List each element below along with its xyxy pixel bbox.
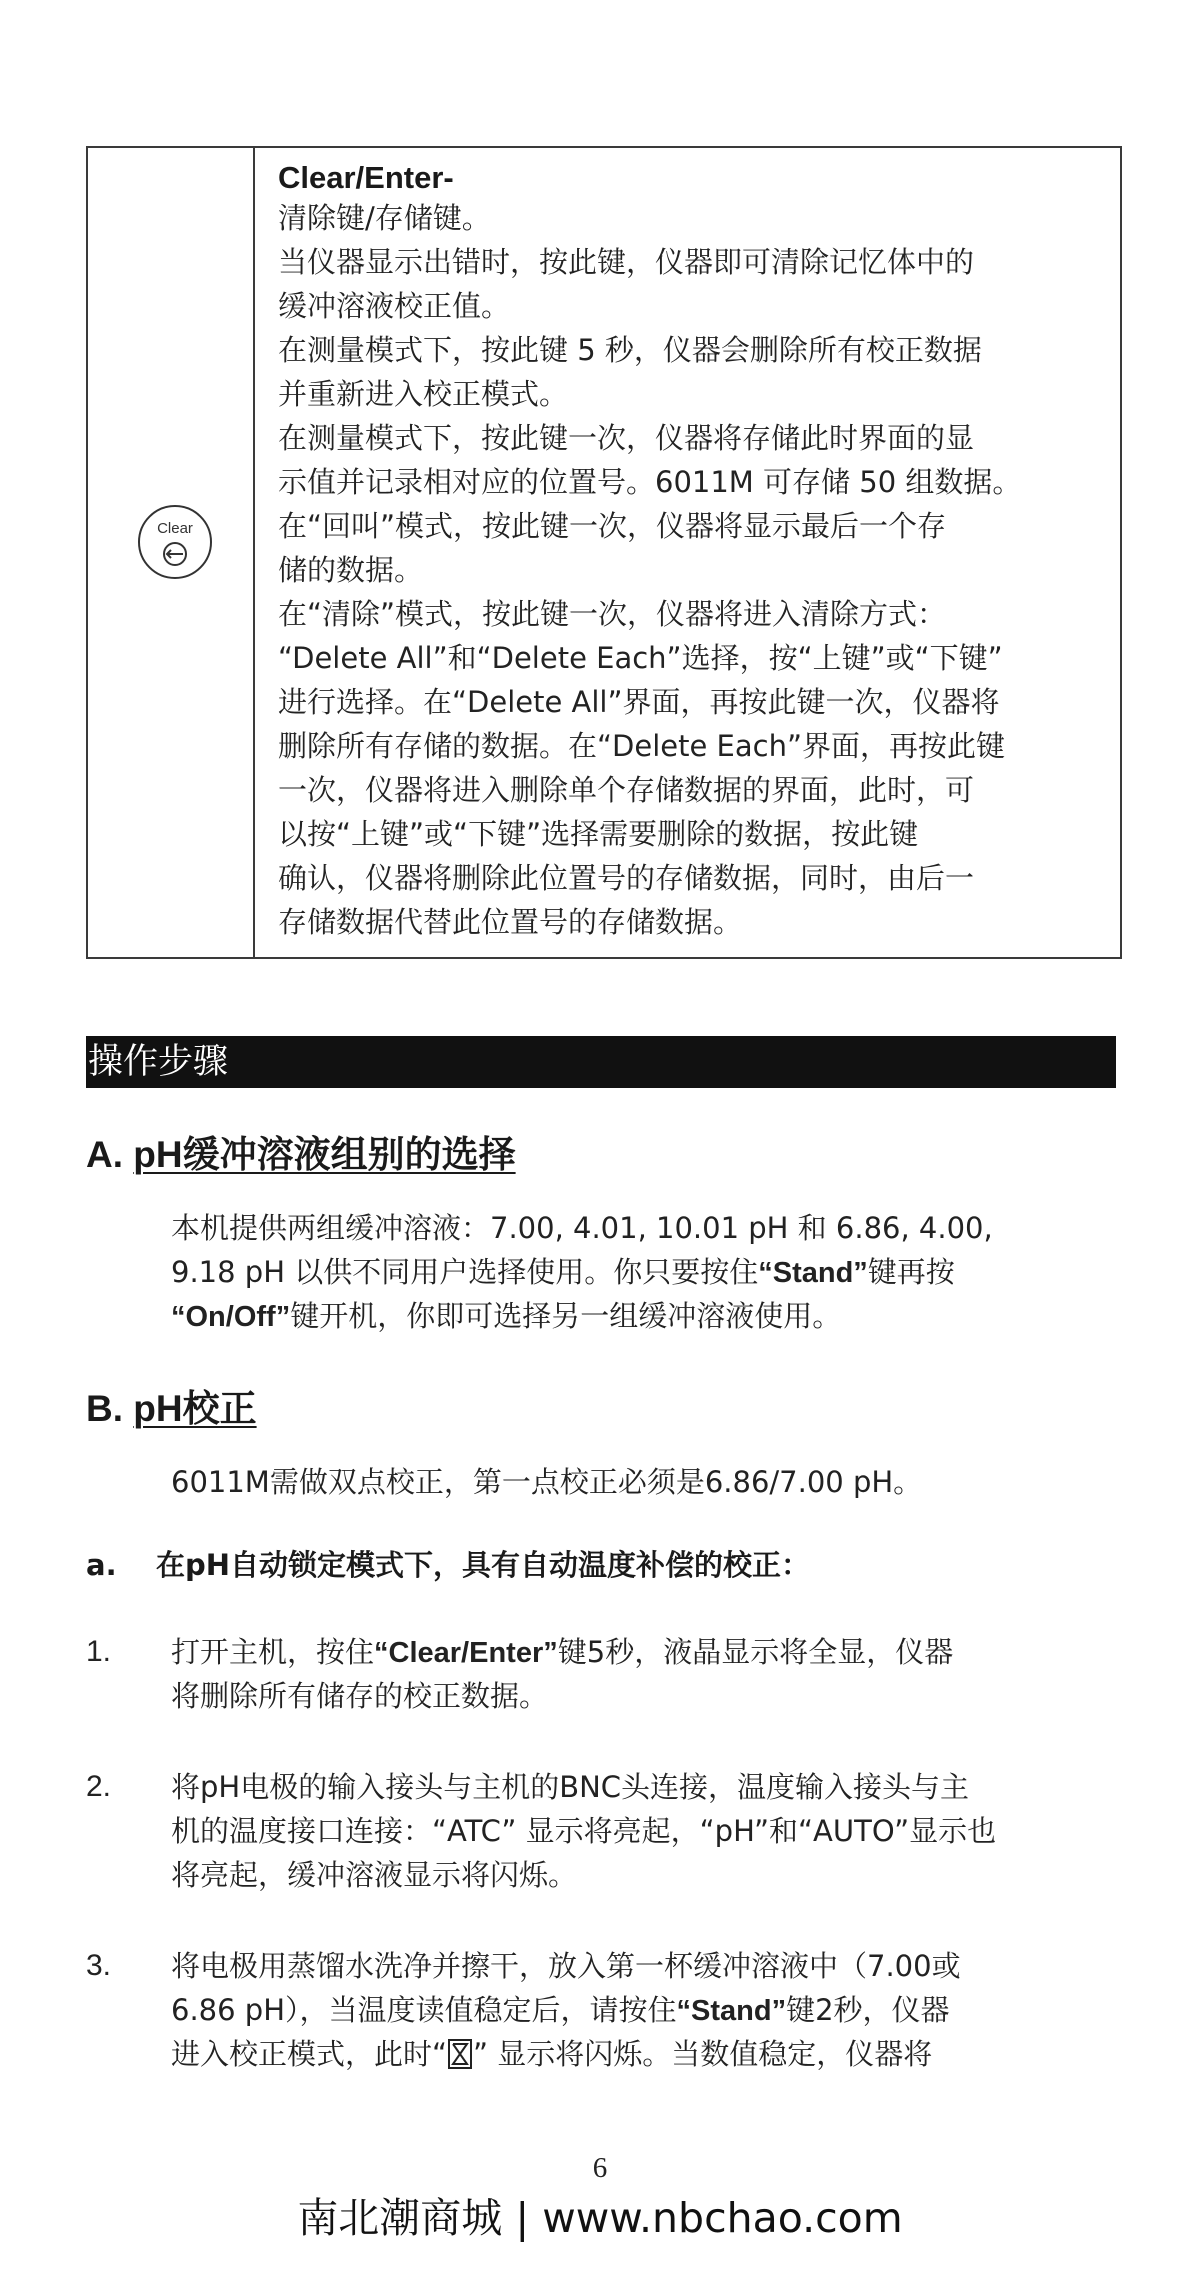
description-column	[278, 158, 1108, 944]
key-line: 一次，仪器将进入删除单个存储数据的界面，此时，可	[278, 773, 975, 807]
step-number: 2.	[86, 1770, 112, 1803]
sub-a-text: 在pH自动锁定模式下，具有自动温度补偿的校正：	[156, 1548, 811, 1582]
clear-enter-key-icon	[136, 503, 214, 581]
section-b-title: pH校正	[133, 1388, 257, 1429]
key-line: 在“回叫”模式，按此键一次，仪器将显示最后一个存	[278, 509, 947, 543]
section-b-prefix: B.	[86, 1388, 123, 1429]
step-line: 将删除所有储存的校正数据。	[171, 1679, 549, 1713]
key-line: 在测量模式下，按此键 5 秒，仪器会删除所有校正数据	[278, 333, 982, 367]
on-off-key-label: “On/Off”	[171, 1301, 291, 1333]
sub-a-label: a.	[86, 1548, 117, 1582]
footer-watermark: 南北潮商城 | www.nbchao.com	[297, 2194, 903, 2242]
key-line: 确认，仪器将删除此位置号的存储数据，同时，由后一	[278, 861, 975, 895]
key-line: 进行选择。在“Delete All”界面，再按此键一次，仪器将	[278, 685, 1000, 719]
clear-icon-label: Clear	[157, 520, 193, 537]
page-number: 6	[592, 2152, 608, 2184]
step-number: 3.	[86, 1949, 112, 1982]
key-line: 清除键/存储键。	[278, 201, 491, 235]
hourglass-icon	[447, 2039, 473, 2069]
step-line: 机的温度接口连接：“ATC” 显示将亮起，“pH”和“AUTO”显示也	[171, 1814, 997, 1848]
stand-key-label: “Stand”	[676, 1995, 787, 2027]
step-text: 进入校正模式，此时“	[171, 2037, 448, 2071]
section-a-text: 键再按	[867, 1255, 955, 1289]
step-line	[171, 1630, 953, 1675]
section-a-heading	[86, 1132, 516, 1178]
key-line: 储的数据。	[278, 553, 424, 587]
step-text: 键5秒，液晶显示将全显，仪器	[557, 1635, 954, 1669]
section-a-line: 本机提供两组缓冲溶液：7.00, 4.01, 10.01 pH 和 6.86, 4.00,	[171, 1211, 993, 1245]
section-a-text: 键开机，你即可选择另一组缓冲溶液使用。	[290, 1299, 842, 1333]
step-line: 将电极用蒸馏水洗净并擦干，放入第一杯缓冲溶液中（7.00或	[171, 1949, 961, 1983]
key-description-table	[86, 146, 1122, 959]
section-b-heading	[86, 1386, 257, 1432]
key-line: 存储数据代替此位置号的存储数据。	[278, 905, 743, 939]
step-line: 将亮起，缓冲溶液显示将闪烁。	[171, 1858, 578, 1892]
key-title: Clear/Enter-	[278, 160, 454, 195]
step-number: 1.	[86, 1635, 112, 1668]
clear-enter-key-label: “Clear/Enter”	[374, 1637, 558, 1669]
key-line: “Delete All”和“Delete Each”选择，按“上键”或“下键”	[278, 641, 1003, 675]
section-a-title: pH缓冲溶液组别的选择	[133, 1134, 516, 1175]
section-a-text: 9.18 pH 以供不同用户选择使用。你只要按住	[171, 1255, 759, 1289]
section-a-line	[171, 1294, 841, 1339]
key-line: 缓冲溶液校正值。	[278, 289, 511, 323]
section-header-bar: 操作步骤	[86, 1036, 1116, 1088]
key-line: 当仪器显示出错时，按此键，仪器即可清除记忆体中的	[278, 245, 975, 279]
sub-a-heading	[86, 1543, 811, 1587]
section-a-line	[171, 1250, 955, 1295]
step-text: ” 显示将闪烁。当数值稳定，仪器将	[473, 2037, 933, 2071]
step-text: 6.86 pH），当温度读值稳定后，请按住	[171, 1993, 677, 2027]
section-b-intro: 6011M需做双点校正，第一点校正必须是6.86/7.00 pH。	[171, 1465, 923, 1499]
key-line: 删除所有存储的数据。在“Delete Each”界面，再按此键	[278, 729, 1005, 763]
step-line: 将pH电极的输入接头与主机的BNC头连接，温度输入接头与主	[171, 1770, 970, 1804]
key-line: 在“清除”模式，按此键一次，仪器将进入清除方式：	[278, 597, 947, 631]
step-text: 键2秒，仪器	[786, 1993, 950, 2027]
stand-key-label: “Stand”	[758, 1257, 868, 1289]
key-line: 以按“上键”或“下键”选择需要删除的数据，按此键	[278, 817, 919, 851]
key-line: 示值并记录相对应的位置号。6011M 可存储 50 组数据。	[278, 465, 1022, 499]
step-text: 打开主机，按住	[171, 1635, 375, 1669]
section-a-prefix: A.	[86, 1134, 123, 1175]
icon-column	[88, 148, 255, 957]
key-line: 并重新进入校正模式。	[278, 377, 569, 411]
step-line	[171, 1988, 950, 2033]
key-line: 在测量模式下，按此键一次，仪器将存储此时界面的显	[278, 421, 975, 455]
step-line	[171, 2032, 932, 2076]
